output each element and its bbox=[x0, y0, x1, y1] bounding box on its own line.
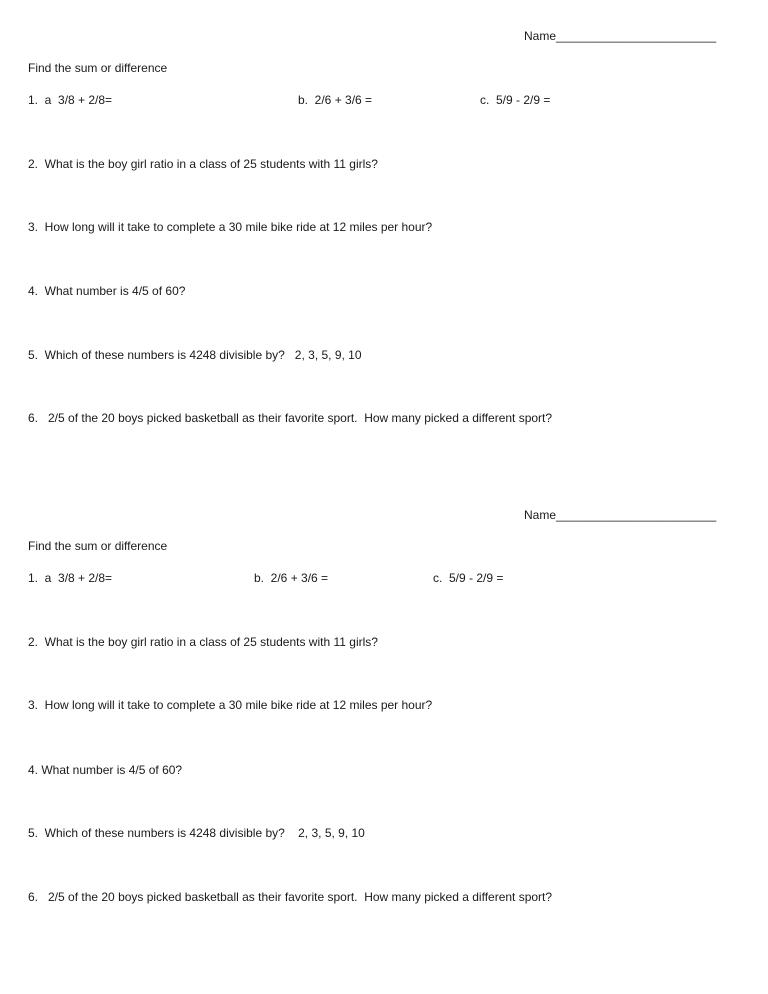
question-2: 2. What is the boy girl ratio in a class of 25 students with 11 girls? bbox=[28, 157, 378, 171]
question-1c: c. 5/9 - 2/9 = bbox=[433, 571, 504, 585]
name-field[interactable]: Name________________________ bbox=[524, 29, 717, 43]
instructions: Find the sum or difference bbox=[28, 61, 168, 75]
question-1a: 1. a 3/8 + 2/8= bbox=[28, 93, 113, 107]
question-6: 6. 2/5 of the 20 boys picked basketball as their favorite sport. How many picked a different sport? bbox=[28, 890, 553, 904]
question-1c: c. 5/9 - 2/9 = bbox=[480, 93, 551, 107]
question-1b: b. 2/6 + 3/6 = bbox=[254, 571, 329, 585]
question-3: 3. How long will it take to complete a 30 mile bike ride at 12 miles per hour? bbox=[28, 220, 433, 234]
name-field[interactable]: Name________________________ bbox=[524, 508, 717, 522]
question-4: 4. What number is 4/5 of 60? bbox=[28, 763, 183, 777]
question-3: 3. How long will it take to complete a 30 mile bike ride at 12 miles per hour? bbox=[28, 698, 433, 712]
question-1a: 1. a 3/8 + 2/8= bbox=[28, 571, 113, 585]
question-1b: b. 2/6 + 3/6 = bbox=[298, 93, 373, 107]
question-4: 4. What number is 4/5 of 60? bbox=[28, 284, 186, 298]
question-6: 6. 2/5 of the 20 boys picked basketball as their favorite sport. How many picked a different sport? bbox=[28, 411, 553, 425]
question-2: 2. What is the boy girl ratio in a class of 25 students with 11 girls? bbox=[28, 635, 378, 649]
question-5: 5. Which of these numbers is 4248 divisible by? 2, 3, 5, 9, 10 bbox=[28, 348, 362, 362]
question-5: 5. Which of these numbers is 4248 divisible by? 2, 3, 5, 9, 10 bbox=[28, 826, 365, 840]
instructions: Find the sum or difference bbox=[28, 539, 168, 553]
